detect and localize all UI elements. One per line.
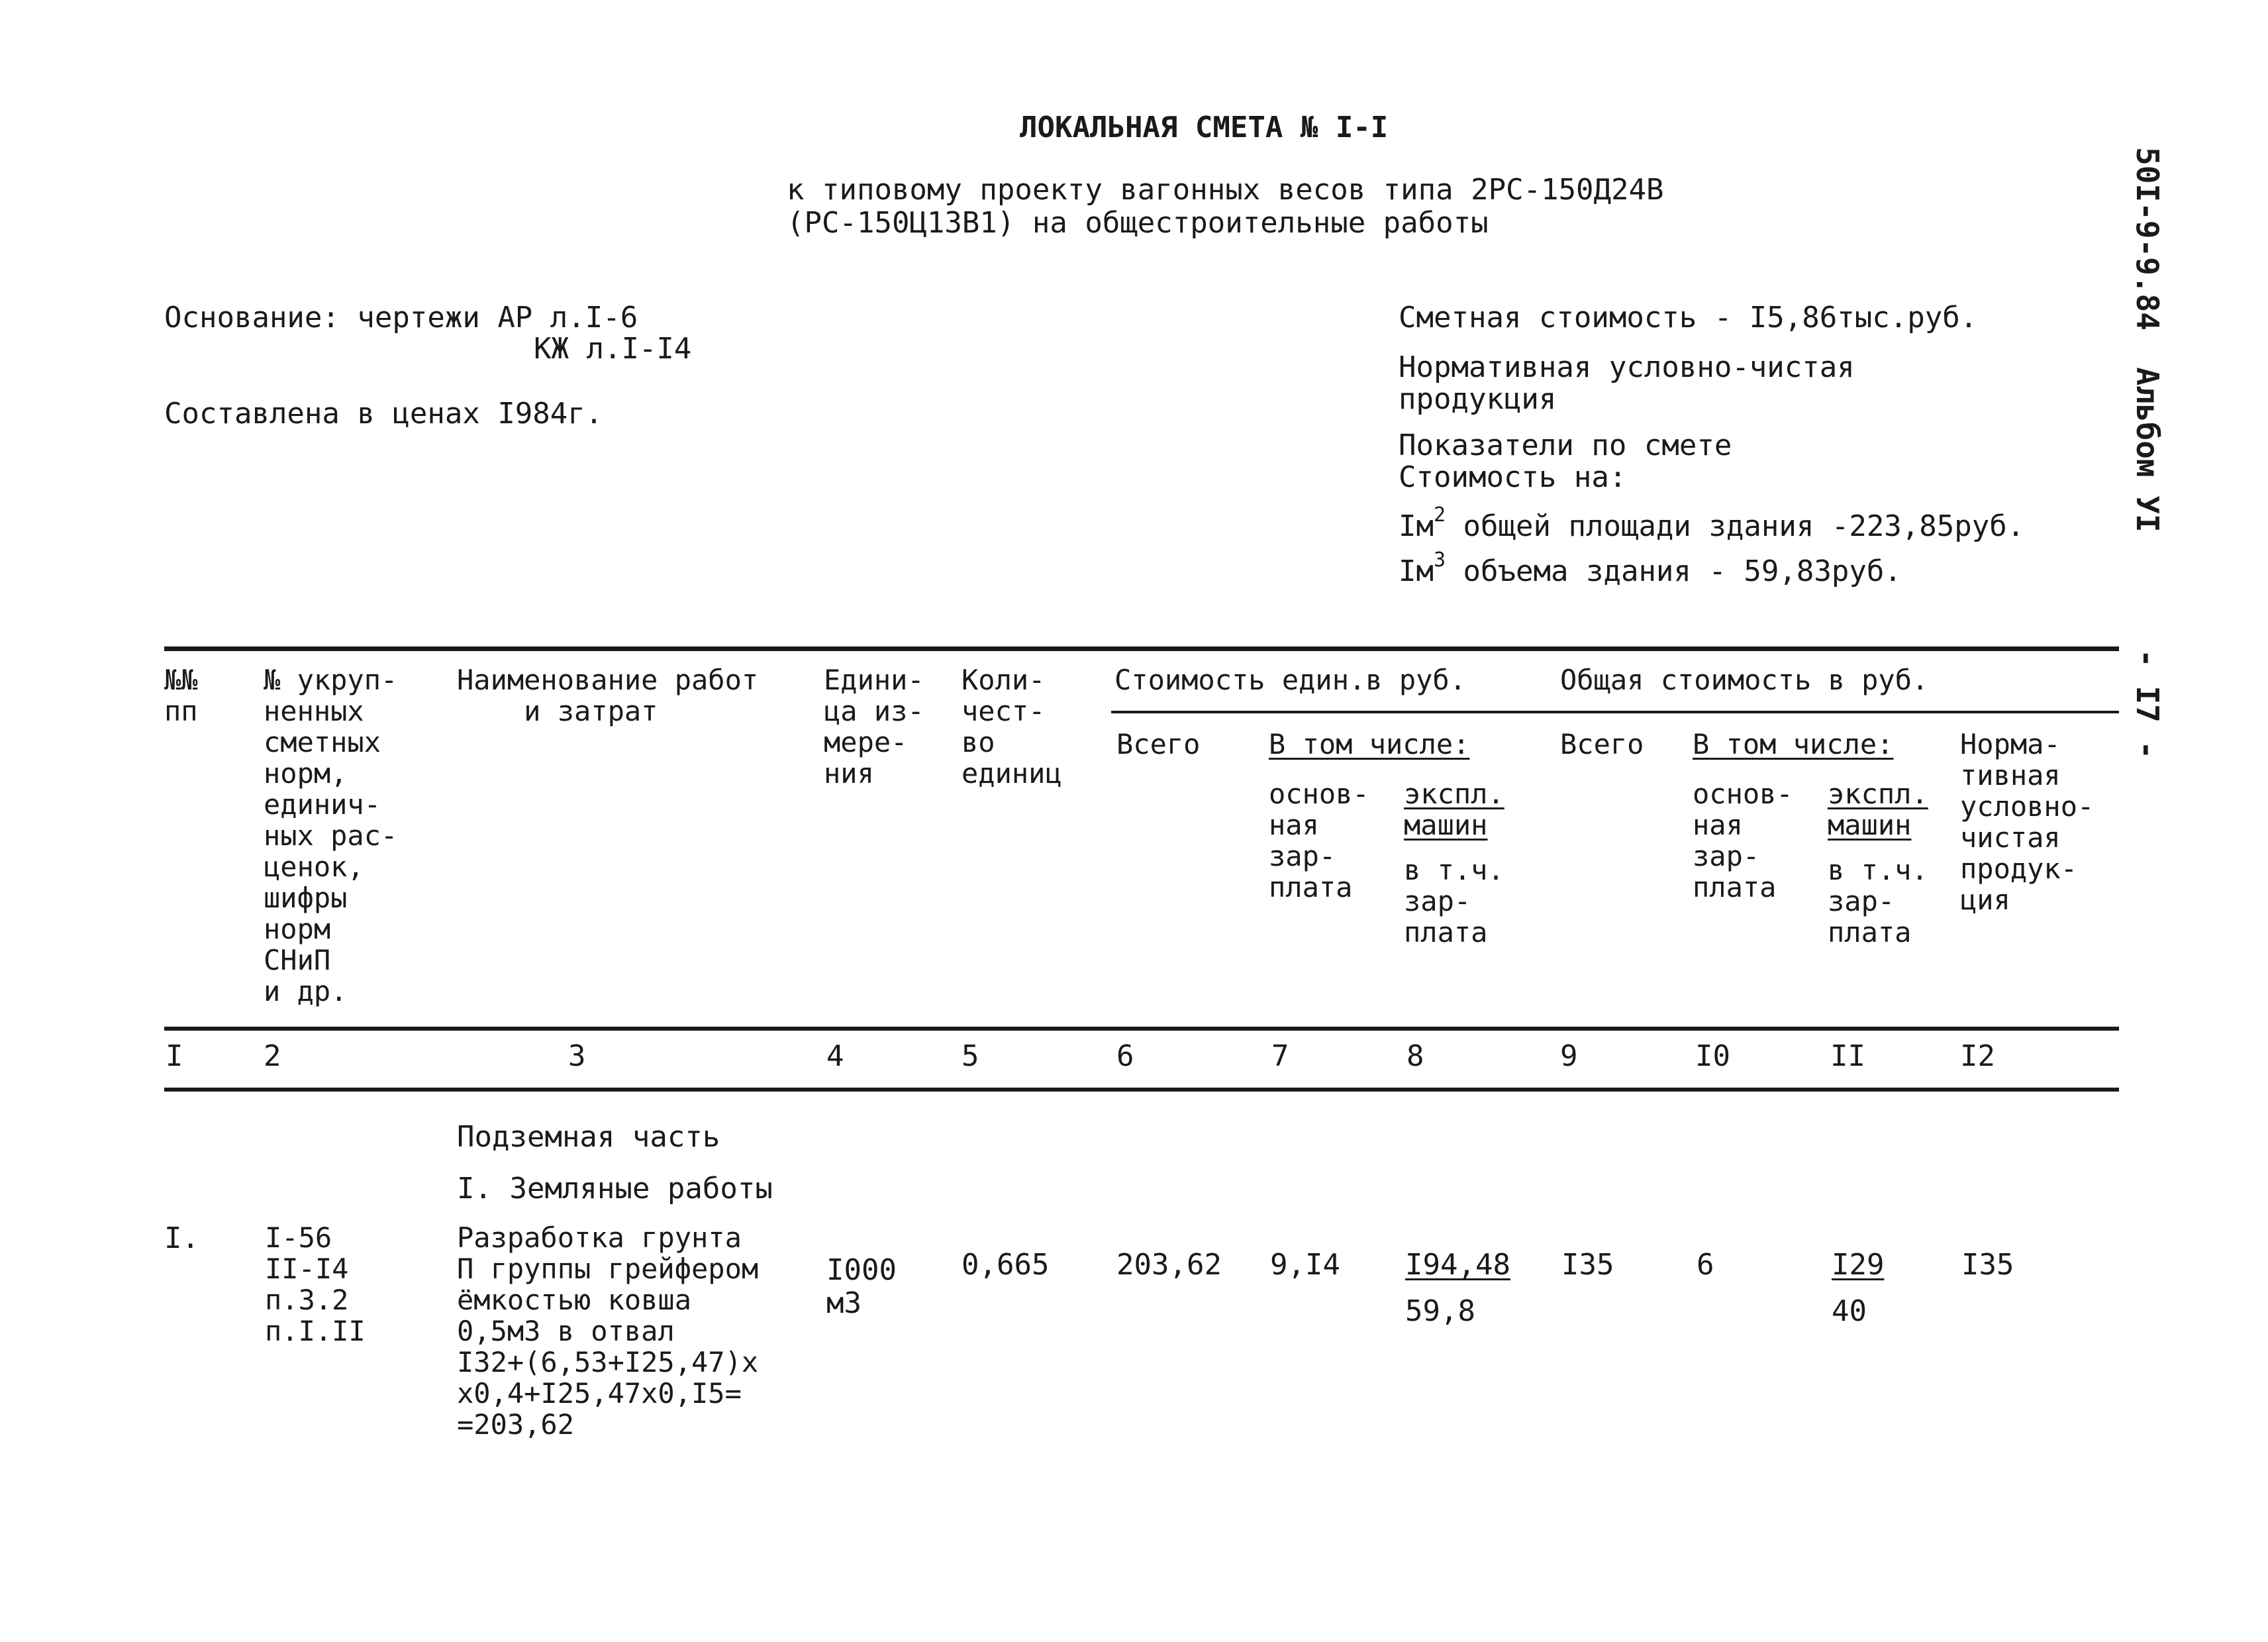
column-number: I0	[1695, 1039, 1730, 1073]
row-total-wage: 6	[1697, 1248, 1714, 1282]
group-header-unit-cost: Стоимость един.в руб.	[1114, 664, 1467, 696]
row-number: I.	[164, 1221, 199, 1255]
basis-line-2: КЖ л.I-I4	[534, 332, 692, 366]
col-header-total-machines: экспл. машин	[1828, 778, 1928, 841]
subsection-heading: I. Земляные работы	[457, 1172, 773, 1206]
indicators-heading: Показатели по смете	[1399, 429, 1732, 462]
col-header-unit-machines: экспл. машин	[1404, 778, 1504, 841]
col-header-unit-wage: основ- ная зар- плата	[1269, 778, 1369, 903]
column-number: I	[166, 1039, 183, 1073]
row-normative: I35	[1961, 1248, 2014, 1282]
col-header-unit-total: Всего	[1116, 728, 1201, 760]
col-header-total-machine-wage: в т.ч. зар- плата	[1828, 854, 1928, 949]
column-numbers-rule	[164, 1088, 2119, 1092]
document-title: ЛОКАЛЬНАЯ СМЕТА № I-I	[1020, 111, 1389, 144]
row-quantity: 0,665	[961, 1248, 1050, 1282]
cost-for-heading: Стоимость на:	[1399, 460, 1627, 494]
col-header-unit: Едини- ца из- мере- ния	[824, 664, 924, 790]
group-header-rule	[1111, 711, 2119, 713]
row-unit-total: 203,62	[1116, 1248, 1222, 1282]
col-header-norm-code: № укруп- ненных сметных норм, единич- ных рас- ценок, шифры норм СНиП и др.	[264, 664, 398, 1007]
column-number: I2	[1960, 1039, 1995, 1073]
col-header-work-name: Наименование работ и затрат	[457, 664, 759, 727]
column-number: 2	[264, 1039, 281, 1073]
column-number: 6	[1116, 1039, 1134, 1073]
column-number: 4	[826, 1039, 844, 1073]
row-unit-machine-wage: 59,8	[1405, 1294, 1475, 1328]
estimated-cost: Сметная стоимость - I5,86тыс.руб.	[1399, 301, 1978, 334]
col-header-total-incl: В том числе:	[1693, 728, 1894, 760]
col-header-total-wage: основ- ная зар- плата	[1693, 778, 1793, 903]
column-number: 5	[961, 1039, 979, 1073]
normative-production-1: Нормативная условно-чистая	[1399, 350, 1855, 384]
document-subtitle-line1: к типовому проекту вагонных весов типа 2РС-150Д24В	[787, 173, 1664, 207]
group-header-total-cost: Общая стоимость в руб.	[1560, 664, 1929, 696]
column-number: 8	[1406, 1039, 1424, 1073]
table-top-rule	[164, 646, 2119, 651]
col-header-normative: Норма- тивная условно- чистая продук- ция	[1960, 728, 2095, 916]
column-number: II	[1830, 1039, 1865, 1073]
document-subtitle-line2: (РС-150Ц13В1) на общестроительные работы	[787, 206, 1489, 240]
prices-note: Составлена в ценах I984г.	[164, 397, 603, 431]
col-header-unit-machine-wage: в т.ч. зар- плата	[1404, 854, 1504, 949]
row-total-machine-wage: 40	[1832, 1294, 1867, 1328]
col-header-total: Всего	[1560, 728, 1644, 760]
page-number: - I7 -	[2130, 649, 2165, 760]
normative-production-2: продукция	[1399, 382, 1557, 416]
row-work-name: Разработка грунта П группы грейфером ёмкостью ковша 0,5м3 в отвал I32+(6,53+I25,47)х х0,4+I25,47х0,I5= =203,62	[457, 1221, 759, 1441]
column-number: 7	[1271, 1039, 1289, 1073]
row-unit-machines: I94,48	[1405, 1248, 1510, 1282]
col-header-unit-incl: В том числе:	[1269, 728, 1470, 760]
album-code: 50I-9-9.84 Альбом УI	[2130, 147, 2165, 533]
header-bottom-rule	[164, 1027, 2119, 1031]
row-total: I35	[1561, 1248, 1614, 1282]
column-number: 9	[1560, 1039, 1578, 1073]
basis-line: Основание: чертежи АР л.I-6	[164, 301, 638, 334]
section-heading: Подземная часть	[457, 1120, 720, 1154]
row-norm-code: I-56 II-I4 п.3.2 п.I.II	[265, 1221, 366, 1347]
cost-per-area: $Iм^2$ общей площади здания -223,85руб.	[1399, 503, 2025, 543]
cost-per-volume: $Iм^3$ объема здания - 59,83руб.	[1399, 548, 1902, 588]
row-unit-wage: 9,I4	[1270, 1248, 1340, 1282]
column-number: 3	[568, 1039, 586, 1073]
col-header-quantity: Коли- чест- во единиц	[961, 664, 1062, 790]
row-unit: I000 м3	[826, 1253, 897, 1320]
col-header-number: №№ пп	[164, 664, 198, 727]
row-total-machines: I29	[1832, 1248, 1885, 1282]
